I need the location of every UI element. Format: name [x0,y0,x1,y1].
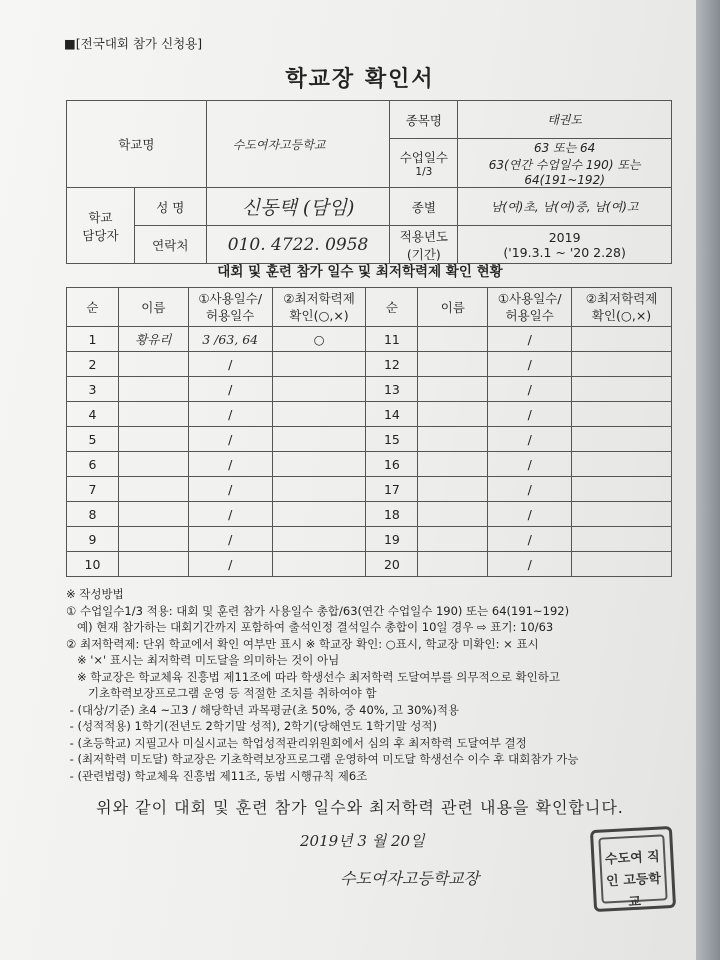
cell-days: / [488,427,572,452]
header-days-line1: ①사용일수/ [198,291,263,306]
cell-days: / [188,352,272,377]
sign-date: 2019년 3 월 20일 [300,832,425,850]
cell-no: 2 [67,352,119,377]
cell-name [418,502,488,527]
cell-days: / [188,377,272,402]
cell-name [418,552,488,577]
cell-check [272,427,366,452]
cell-no: 9 [67,527,119,552]
cell-days: / [488,552,572,577]
table-row [67,402,672,427]
days-value [458,139,672,188]
note-line: ※ '×' 표시는 최저학력 미도달을 의미하는 것이 아님 [66,653,340,667]
form-tag: ■[전국대회 참가 신청용] [64,36,203,51]
cell-no: 19 [366,527,418,552]
header-days [188,288,272,327]
note-line: - (초등학교) 지필고사 미실시교는 학업성적관리위원회에서 심의 후 최저학력 도달여부 결정 [66,735,527,750]
note-line: 예) 현재 참가하는 대회기간까지 포함하여 출석인정 결석일수 총합이 10일 경우 ⇨ 표기: 10/63 [66,620,554,634]
contact-value: 010. 4722. 0958 [206,226,390,264]
official-seal [590,826,676,912]
header-min-right-line1: ②최저학력제 [585,291,658,306]
cell-no: 11 [366,327,418,352]
cell-check [572,402,672,427]
cell-no: 1 [67,327,119,352]
cell-name [118,477,188,502]
cell-no: 8 [67,502,119,527]
cell-days: / [188,477,272,502]
cell-days: / [188,427,272,452]
cell-name: 황유리 [118,327,188,352]
cell-name [418,452,488,477]
header-no-right: 순 [366,288,418,327]
year-value [458,226,672,264]
cell-name [118,552,188,577]
cell-name [118,452,188,477]
table-row [67,502,672,527]
table-row [67,552,672,577]
cell-no: 16 [366,452,418,477]
header-min-line2: 확인(○,×) [289,308,349,323]
cell-no: 4 [67,402,119,427]
cell-no: 7 [67,477,119,502]
year-value-sub: ('19.3.1 ~ '20 2.28) [503,244,626,260]
cell-check [572,452,672,477]
seal-text: 수도여 직인 고등학교 [598,834,667,903]
cell-no: 14 [366,402,418,427]
cell-check [272,352,366,377]
staff-label-line1: 학교 [88,209,113,225]
cell-days: / [488,502,572,527]
days-value-sub: 63(연간 수업일수 190) 또는 64(191~192) [488,158,641,187]
cell-days: / [488,477,572,502]
cell-days: / [488,377,572,402]
cell-check [272,452,366,477]
table-row [67,352,672,377]
note-line: 기초학력보장프로그램 운영 등 적절한 조치를 취하여야 함 [66,686,377,700]
year-label [390,226,458,264]
note-line: ① 수업일수1/3 적용: 대회 및 훈련 참가 사용일수 총합/63(연간 수업일수 190) 또는 64(191~192) [66,603,570,618]
note-line: - (성적적용) 1학기(전년도 2학기말 성적), 2학기(당해연도 1학기말 성적) [66,719,437,733]
cell-check [272,477,366,502]
cell-name [118,377,188,402]
cell-no: 20 [366,552,418,577]
days-label-main: 수업일수 [399,150,448,165]
cell-no: 18 [366,502,418,527]
year-value-main: 2019 [548,229,581,245]
cell-name [118,502,188,527]
section-title: 대회 및 훈련 참가 일수 및 최저학력제 확인 현황 [217,264,503,280]
cell-name [418,327,488,352]
days-label-sub: 1/3 [415,166,433,178]
roster-table [66,287,672,577]
days-label [390,139,458,188]
event-label: 종목명 [390,101,458,139]
cell-name [418,377,488,402]
note-line: ※ 학교장은 학교체육 진흥법 제11조에 따라 학생선수 최저학력 도달여부를 의무적으로 확인하고 [66,669,560,684]
cell-name [418,402,488,427]
cell-check [572,502,672,527]
cell-no: 10 [67,552,119,577]
year-label-sub: (기간) [406,246,441,262]
cell-days: / [188,527,272,552]
table-row [67,377,672,402]
note-line: ② 최저학력제: 단위 학교에서 확인 여부만 표시 ※ 학교장 확인: ○표시, 학교장 미확인: × 표시 [66,636,539,651]
header-days-right-line2: 허용일수 [505,308,554,323]
cell-no: 6 [67,452,119,477]
cell-days: / [188,502,272,527]
cell-check [272,402,366,427]
note-line: - (대상/기준) 초4 ~고3 / 해당학년 과목평균(초 50%, 중 40%, 고 30%)적용 [66,702,460,717]
cell-check [572,427,672,452]
gender-label: 종별 [390,188,458,226]
cell-check [572,377,672,402]
cell-no: 5 [67,427,119,452]
cell-name [418,477,488,502]
cell-days: / [488,352,572,377]
cell-days: 3 /63, 64 [188,327,272,352]
header-min-line1: ②최저학력제 [283,291,355,306]
note-line: - (최저학력 미도달) 학교장은 기초학력보장프로그램 운영하여 미도달 학생선수 이수 후 대회참가 가능 [66,752,579,766]
header-min-right [572,288,672,327]
cell-days: / [488,327,572,352]
header-name-right: 이름 [418,288,488,327]
header-days-line2: 허용일수 [206,308,255,323]
name-label: 성 명 [134,188,206,226]
principal-signature: 수도여자고등학교장 [340,869,480,888]
cell-days: / [188,452,272,477]
staff-label [67,188,135,264]
cell-check [572,327,672,352]
cell-no: 13 [366,377,418,402]
cell-name [418,427,488,452]
cell-check [572,477,672,502]
note-line: - (관련법령) 학교체육 진흥법 제11조, 동법 시행규칙 제6조 [66,768,368,783]
cell-days: / [488,452,572,477]
cell-name [118,527,188,552]
cell-check [272,502,366,527]
cell-days: / [188,402,272,427]
header-days-right [488,288,572,327]
cell-name [418,352,488,377]
table-row [67,427,672,452]
cell-name [118,427,188,452]
name-value: 신동택 (담임) [206,188,390,226]
header-days-right-line1: ①사용일수/ [497,291,562,306]
cell-check [572,352,672,377]
note-line: ※ 작성방법 [66,587,124,601]
school-label: 학교명 [67,101,207,188]
cell-no: 12 [366,352,418,377]
gender-value: 남(여)초, 남(여)중, 남(여)고 [458,188,672,226]
cell-days: / [188,552,272,577]
cell-days: / [488,402,572,427]
cell-no: 17 [366,477,418,502]
staff-label-line2: 담당자 [82,227,119,243]
header-name: 이름 [118,288,188,327]
cell-check [272,552,366,577]
header-no: 순 [67,288,119,327]
cell-check [572,527,672,552]
event-value: 태권도 [458,101,672,139]
cell-name [118,402,188,427]
instructions [66,586,686,784]
cell-no: 3 [67,377,119,402]
contact-label: 연락처 [134,226,206,264]
table-row [67,327,672,352]
cell-check [572,552,672,577]
cell-name [418,527,488,552]
cell-days: / [488,527,572,552]
school-info-table [66,100,672,264]
cell-name [118,352,188,377]
cell-no: 15 [366,427,418,452]
year-label-main: 적용년도 [399,228,448,244]
cell-check [272,527,366,552]
days-value-main: 63 또는 64 [533,141,596,155]
header-min [272,288,366,327]
cell-check [272,377,366,402]
document-title: 학교장 확인서 [285,67,435,92]
cell-check: ○ [272,327,366,352]
header-min-right-line2: 확인(○,×) [591,308,652,323]
table-row [67,452,672,477]
school-value: 수도여자고등학교 [206,101,390,188]
confirmation-statement: 위와 같이 대회 및 훈련 참가 일수와 최저학력 관련 내용을 확인합니다. [96,798,624,817]
table-row [67,527,672,552]
table-row [67,477,672,502]
